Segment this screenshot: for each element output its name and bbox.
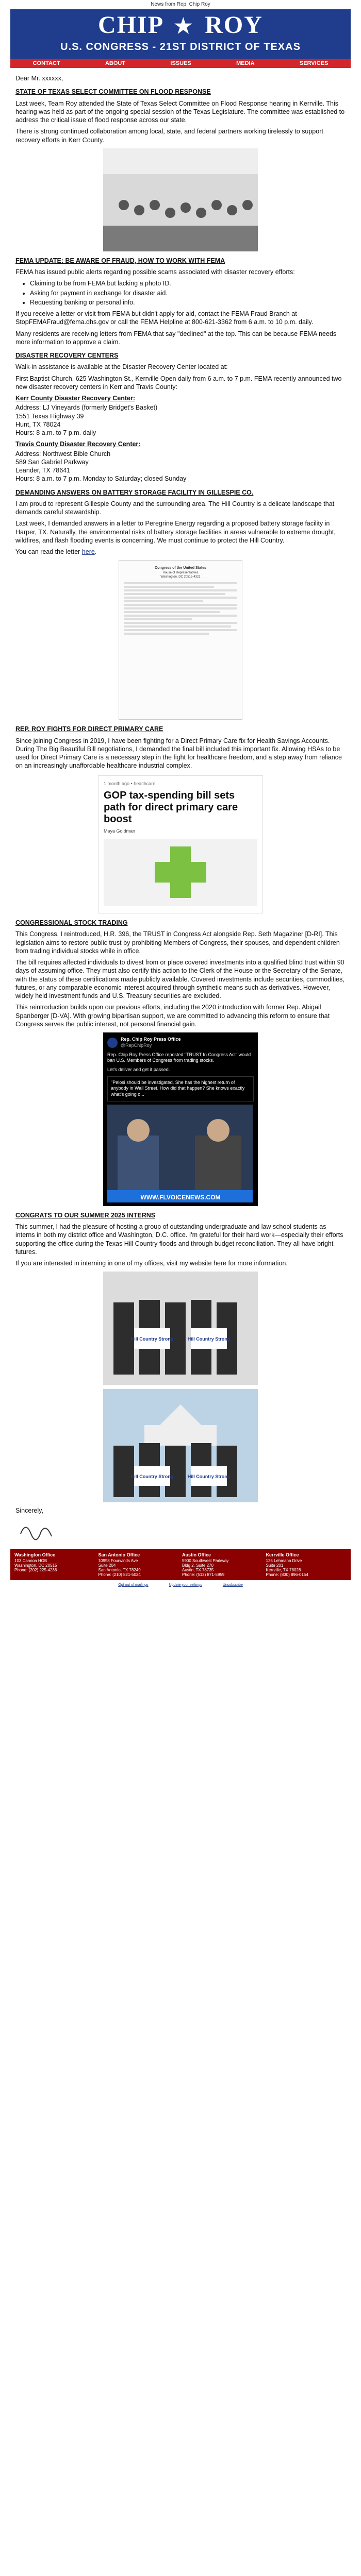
sign-text: Hill Country Strong (187, 1336, 231, 1342)
office-line: San Antonio, TX 78249 (98, 1567, 141, 1572)
office-line: Kerrville, TX 78028 (266, 1567, 301, 1572)
office-line: Phone: (210) 821-5024 (98, 1572, 141, 1577)
travis-drc-title: Travis County Disaster Recovery Center: (15, 440, 141, 448)
tweet-quote: Let's deliver and get it passed. (107, 1066, 170, 1072)
medical-cross-image (104, 839, 257, 906)
sign-text: Hill Country Strong (130, 1474, 174, 1480)
link-tail-text: . (94, 548, 97, 555)
opt-out-link[interactable]: Opt out of mailings (118, 1583, 149, 1587)
letter-link[interactable]: here (81, 548, 95, 555)
interns-paragraph-2: If you are interested in interning in one of my offices, visit my website here for more information. (15, 1260, 288, 1267)
kerr-drc-address (15, 403, 346, 437)
section-title-stock: CONGRESSIONAL STOCK TRADING (15, 919, 128, 927)
office-line: 125 Lehmann Drive (266, 1558, 302, 1563)
card-source: 1 month ago • healthcare (104, 781, 156, 786)
tweet-text: Rep. Chip Roy Press Office reposted "TRUST In Congress Act" would ban U.S. Members of Congress from trading stocks. (107, 1052, 251, 1063)
interns-photo-2 (103, 1389, 258, 1502)
article-card[interactable] (98, 775, 263, 914)
office-title: Washington Office (14, 1552, 56, 1557)
battery-letter-link-line (15, 548, 346, 556)
address-line: Hunt, TX 78024 (15, 420, 61, 428)
office-line: Austin, TX 78735 (182, 1567, 214, 1572)
kerr-drc-title: Kerr County Disaster Recovery Center: (15, 395, 136, 402)
stock-paragraph-2: The bill requires affected individuals to divest from or place covered investments into a qualified blind trust within 90 days of assuming office. They must also certify this action to the Clerk of the House or the Secretary of the Senate, with the status of these certifications made publicly available. Covered investments include securities, commodities, futures, or any comparable economic interest acquired through synthetic means such as derivatives. However, widely held investment funds and U.S. Treasury securities are excluded. (15, 959, 344, 1000)
greeting: Dear Mr. xxxxxx, (15, 75, 63, 82)
battery-paragraph-2: Last week, I demanded answers in a letter to Peregrine Energy regarding a proposed battery storage facility in Harper, TX. Naturally, the environmental risks of battery storage facilities in areas vulnerable to extreme drought, wildfires, and flash flooding events is concerning. We must continue to protect the Hill Country. (15, 520, 336, 544)
closing: Sincerely, (15, 1507, 43, 1515)
header-banner (10, 9, 351, 59)
tweet-banner: WWW.FLVOICENEWS.COM (140, 1194, 221, 1201)
address-line: Leander, TX 78641 (15, 467, 71, 474)
letter-city: Washington, DC 20515-4321 (160, 575, 201, 579)
district-label: U.S. CONGRESS - 21ST DISTRICT OF TEXAS (60, 41, 301, 53)
nav-about[interactable]: ABOUT (105, 60, 126, 66)
letter-head: Congress of the United States (155, 566, 206, 570)
nav-services[interactable]: SERVICES (299, 60, 329, 66)
brand (10, 9, 351, 40)
letter-preview[interactable] (119, 560, 242, 720)
address-line: Address: LJ Vineyards (formerly Bridget's Basket) (15, 404, 158, 412)
office-line: 5900 Southwest Parkway (182, 1558, 229, 1563)
top-line: News from Rep. Chip Roy (151, 2, 210, 7)
card-title: GOP tax-spending bill sets path for direct primary care boost (104, 790, 238, 825)
list-item: • Claiming to be from FEMA but lacking a photo ID. (30, 279, 346, 287)
office-washington (14, 1552, 95, 1577)
dpc-paragraph-1: Since joining Congress in 2019, I have been fighting for a Direct Primary Care fix for Health Savings Accounts. During The Big Beautiful Bill negotiations, I demanded the final bill included this important fix. Allowing HSAs to be used for Direct Primary Care is a necessary step in the fight for healthcare freedom, and a step away from reliance on an increasingly unaffordable healthcare industrial complex. (15, 737, 342, 770)
main-content (10, 68, 351, 1546)
unsubscribe-link[interactable]: Unsubscribe (222, 1583, 243, 1587)
stock-paragraph-3: This reintroduction builds upon our previous efforts, including the 2020 introduction with former Rep. Abigail Spanberger [D-VA]. With growing bipartisan support, we are committed to advancing this reform to ensure that Congress serves the public interest, not personal financial gain. (15, 1004, 330, 1028)
office-title: Austin Office (182, 1552, 211, 1557)
brand-last-name: ROY (205, 11, 263, 39)
office-title: San Antonio Office (98, 1552, 140, 1557)
letter-sub: House of Representatives (162, 571, 199, 574)
address-line: 589 San Gabriel Parkway (15, 458, 89, 466)
office-line: Phone: (830) 896-0154 (266, 1572, 308, 1577)
update-settings-link[interactable]: Update your settings (169, 1583, 202, 1587)
fine-print-links (10, 1583, 351, 1587)
footer-offices (10, 1549, 351, 1580)
tweet-embed[interactable] (103, 1032, 258, 1206)
interns-photo-1 (103, 1272, 258, 1385)
office-line: Washington, DC 20515 (14, 1563, 57, 1568)
section-title-battery: DEMANDING ANSWERS ON BATTERY STORAGE FACILITY IN GILLESPIE CO. (15, 488, 254, 496)
tweet-handle: @RepChipRoy (121, 1042, 152, 1048)
list-item: • Asking for payment in exchange for disaster aid. (30, 289, 346, 297)
nav-issues[interactable]: ISSUES (170, 60, 191, 66)
office-line: 10998 Fourwinds Ave (98, 1558, 138, 1563)
section-title-drc: DISASTER RECOVERY CENTERS (15, 352, 119, 359)
section-title-interns: CONGRATS TO OUR SUMMER 2025 INTERNS (15, 1211, 156, 1219)
card-author: Maya Goldman (104, 828, 136, 834)
fema-scam-list (30, 279, 346, 307)
hearing-photo (103, 148, 258, 251)
office-austin (182, 1552, 263, 1577)
nav-contact[interactable]: CONTACT (32, 60, 60, 66)
sign-text: Hill Country Strong (130, 1336, 174, 1342)
interns-paragraph-1: This summer, I had the pleasure of hosting a group of outstanding undergraduate and law school students as interns in both my district office and Washington, D.C. office. I'm grateful for their hard work—especially their efforts supporting the office during the Texas Hill Country floods and through budget reconciliation. They all have bright futures. (15, 1223, 343, 1256)
address-line: Hours: 8 a.m. to 7 p.m. daily (15, 429, 96, 436)
tweet-author: Rep. Chip Roy Press Office (121, 1037, 181, 1042)
nav-bar (10, 59, 351, 68)
fema-paragraph-1: If you receive a letter or visit from FEMA but didn't apply for aid, contact the FEMA Fraud Branch at StopFEMAFraud@fema.dhs.gov or call the FEMA Helpline at 800-621-3362 from 6 a.m. to 10 p.m. daily. (15, 310, 314, 326)
office-line: Phone: (512) 871-5959 (182, 1572, 225, 1577)
drc-paragraph-2: First Baptist Church, 625 Washington St., Kerrville Open daily from 6 a.m. to 7 p.m. FEMA recently announced two new disaster recovery centers in Kerr and Travis County: (15, 375, 342, 391)
office-line: 103 Cannon HOB (14, 1558, 47, 1563)
section-title-flood: STATE OF TEXAS SELECT COMMITTEE ON FLOOD RESPONSE (15, 88, 211, 96)
fema-intro: FEMA has issued public alerts regarding possible scams associated with disaster recovery efforts: (15, 268, 295, 276)
star-icon: ★ (174, 14, 194, 38)
flood-paragraph-1: Last week, Team Roy attended the State of Texas Select Committee on Flood Response hearing in Kerrville. This hearing was held as part of the ongoing special session of the Texas Legislature. The committee was established to address the critical issue of flood response across our state. (15, 99, 345, 124)
signature-image (15, 1518, 57, 1544)
travis-drc-address (15, 450, 346, 483)
tweet-photo (107, 1105, 253, 1202)
battery-paragraph-1: I am proud to represent Gillespie County and the surrounding area. The Hill Country is a delicate landscape that demands careful stewardship. (15, 500, 335, 516)
list-item: • Requesting banking or personal info. (30, 298, 346, 307)
address-line: 1551 Texas Highway 39 (15, 412, 84, 420)
address-line: Hours: 8 a.m. to 7 p.m. Monday to Saturday; closed Sunday (15, 475, 187, 483)
brand-first-name: CHIP (98, 11, 163, 39)
office-line: Bldg 2, Suite 270 (182, 1563, 214, 1568)
flood-paragraph-2: There is strong continued collaboration among local, state, and federal partners working tirelessly to support recovery efforts in Kerr County. (15, 128, 323, 144)
sign-text: Hill Country Strong (187, 1474, 231, 1480)
office-san-antonio (99, 1552, 179, 1577)
newsletter (10, 0, 351, 1587)
nav-media[interactable]: MEDIA (236, 60, 255, 66)
office-line: Suite 201 (266, 1563, 284, 1568)
section-title-fema: FEMA UPDATE: BE AWARE OF FRAUD, HOW TO WORK WITH FEMA (15, 257, 225, 264)
section-title-dpc: REP. ROY FIGHTS FOR DIRECT PRIMARY CARE (15, 725, 163, 733)
tweet-quote-body: "Pelosi should be investigated. She has the highest return of anybody in Wall Street. How did that happen? She knows exactly what's going o... (107, 1076, 254, 1101)
office-line: Suite 204 (98, 1563, 116, 1568)
avatar (107, 1038, 118, 1048)
link-lead-text: You can read the letter (15, 548, 82, 555)
address-line: Address: Northwest Bible Church (15, 450, 111, 457)
office-title: Kerrville Office (266, 1552, 299, 1557)
fema-paragraph-2: Many residents are receiving letters from FEMA that say "declined" at the top. This can be because FEMA needs more information to approve a claim. (15, 330, 337, 346)
drc-paragraph-1: Walk-in assistance is available at the Disaster Recovery Center located at: (15, 363, 228, 371)
office-line: Phone: (202) 225-4236 (14, 1567, 57, 1572)
office-kerrville (266, 1552, 347, 1577)
stock-paragraph-1: This Congress, I reintroduced, H.R. 396, the TRUST in Congress Act alongside Rep. Seth Magaziner [D-RI]. This legislation aims to restore public trust by prohibiting Members of Congress, their spouses, and dependent children from trading individual stocks while in office. (15, 930, 340, 955)
